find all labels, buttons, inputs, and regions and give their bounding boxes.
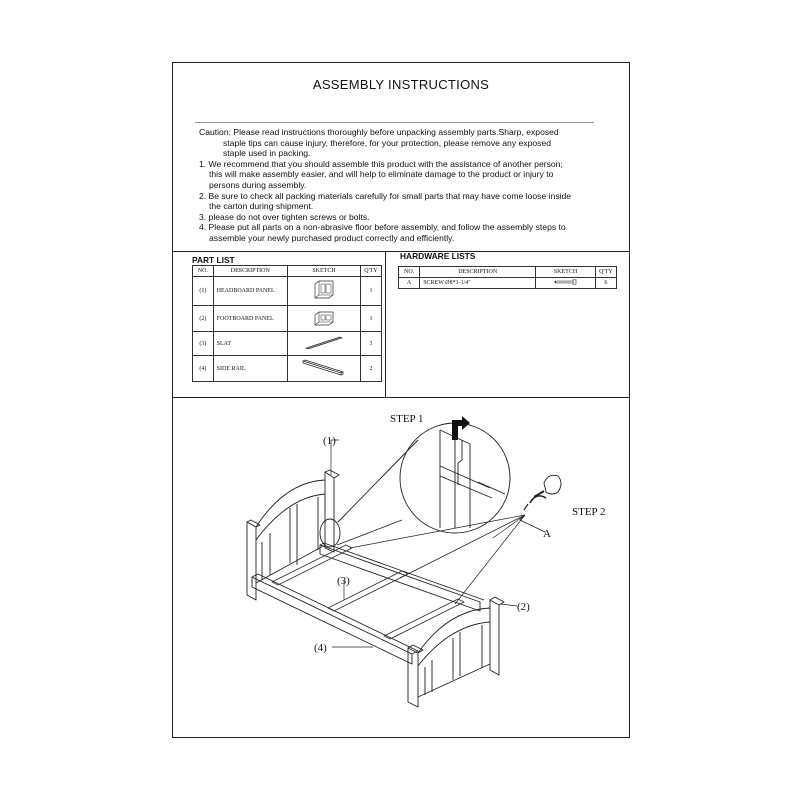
instruction-text: persons during assembly. bbox=[209, 179, 307, 190]
instruction-text: 4. Please put all parts on a non-abrasive floor before assembly, and follow the assembly steps to bbox=[199, 222, 566, 233]
footboard-drawing bbox=[408, 597, 504, 707]
part-no: (4) bbox=[193, 356, 214, 382]
instruction-text: 3. please do not over tighten screws or bolts. bbox=[199, 211, 370, 222]
instruction-text: 2. Be sure to check all packing materials carefully for small parts that may have come loose inside bbox=[199, 190, 572, 201]
part-qty: 1 bbox=[361, 277, 382, 306]
step1-label: STEP 1 bbox=[390, 413, 424, 425]
part-no: (1) bbox=[193, 277, 214, 306]
step2-label: STEP 2 bbox=[572, 506, 606, 518]
footboard-callout: (2) bbox=[517, 601, 530, 613]
screwdriver-hand-icon bbox=[524, 475, 561, 510]
header-description: DESCRIPTION bbox=[213, 266, 287, 277]
caution-line: Caution: Please read instructions thoroughly before unpacking assembly parts.Sharp, exposed bbox=[199, 127, 559, 137]
caution-line: staple tips can cause injury, therefore, for your protection, please remove any exposed bbox=[223, 137, 552, 148]
slat-callout: (3) bbox=[337, 575, 350, 587]
part-description: HEADBOARD PANEL bbox=[213, 277, 287, 306]
part-description: SLAT bbox=[213, 332, 287, 356]
header-sketch: SKETCH bbox=[536, 267, 596, 278]
screw-callout: A bbox=[543, 528, 551, 540]
header-no: NO. bbox=[399, 267, 420, 278]
part-list-title: PART LIST bbox=[192, 255, 235, 265]
header-description: DESCRIPTION bbox=[420, 267, 536, 278]
hardware-no: A bbox=[399, 278, 420, 289]
part-no: (2) bbox=[193, 306, 214, 332]
hardware-list-title: HARDWARE LISTS bbox=[400, 251, 476, 261]
hardware-description: SCREW Ø8*1-1/4" bbox=[420, 278, 536, 289]
instruction-text: the carton during shipment. bbox=[209, 201, 314, 212]
header-no: NO. bbox=[193, 266, 214, 277]
side-rail-callout: (4) bbox=[314, 642, 327, 654]
instruction-text: 1. We recommend that you should assemble this product with the assistance of another person; bbox=[199, 158, 563, 169]
part-qty: 3 bbox=[361, 332, 382, 356]
part-description: FOOTBOARD PANEL bbox=[213, 306, 287, 332]
part-description: SIDE RAIL bbox=[213, 356, 287, 382]
page-title: ASSEMBLY INSTRUCTIONS bbox=[312, 77, 490, 92]
part-qty: 1 bbox=[361, 306, 382, 332]
magnifier-callout bbox=[320, 423, 510, 547]
part-qty: 2 bbox=[361, 356, 382, 382]
hardware-qty: 6 bbox=[595, 278, 616, 289]
headboard-callout: (1) bbox=[323, 435, 336, 447]
header-sketch: SKETCH bbox=[287, 266, 360, 277]
part-no: (3) bbox=[193, 332, 214, 356]
instruction-text: this will make assembly easier, and will help to eliminate damage to the product or injury to bbox=[209, 169, 554, 180]
instruction-text: assemble your newly purchased product correctly and efficiently. bbox=[209, 232, 455, 243]
header-qty: Q'TY bbox=[361, 266, 382, 277]
header-qty: Q'TY bbox=[595, 267, 616, 278]
headboard-drawing bbox=[247, 470, 339, 600]
caution-line: staple used in packing. bbox=[223, 148, 311, 159]
